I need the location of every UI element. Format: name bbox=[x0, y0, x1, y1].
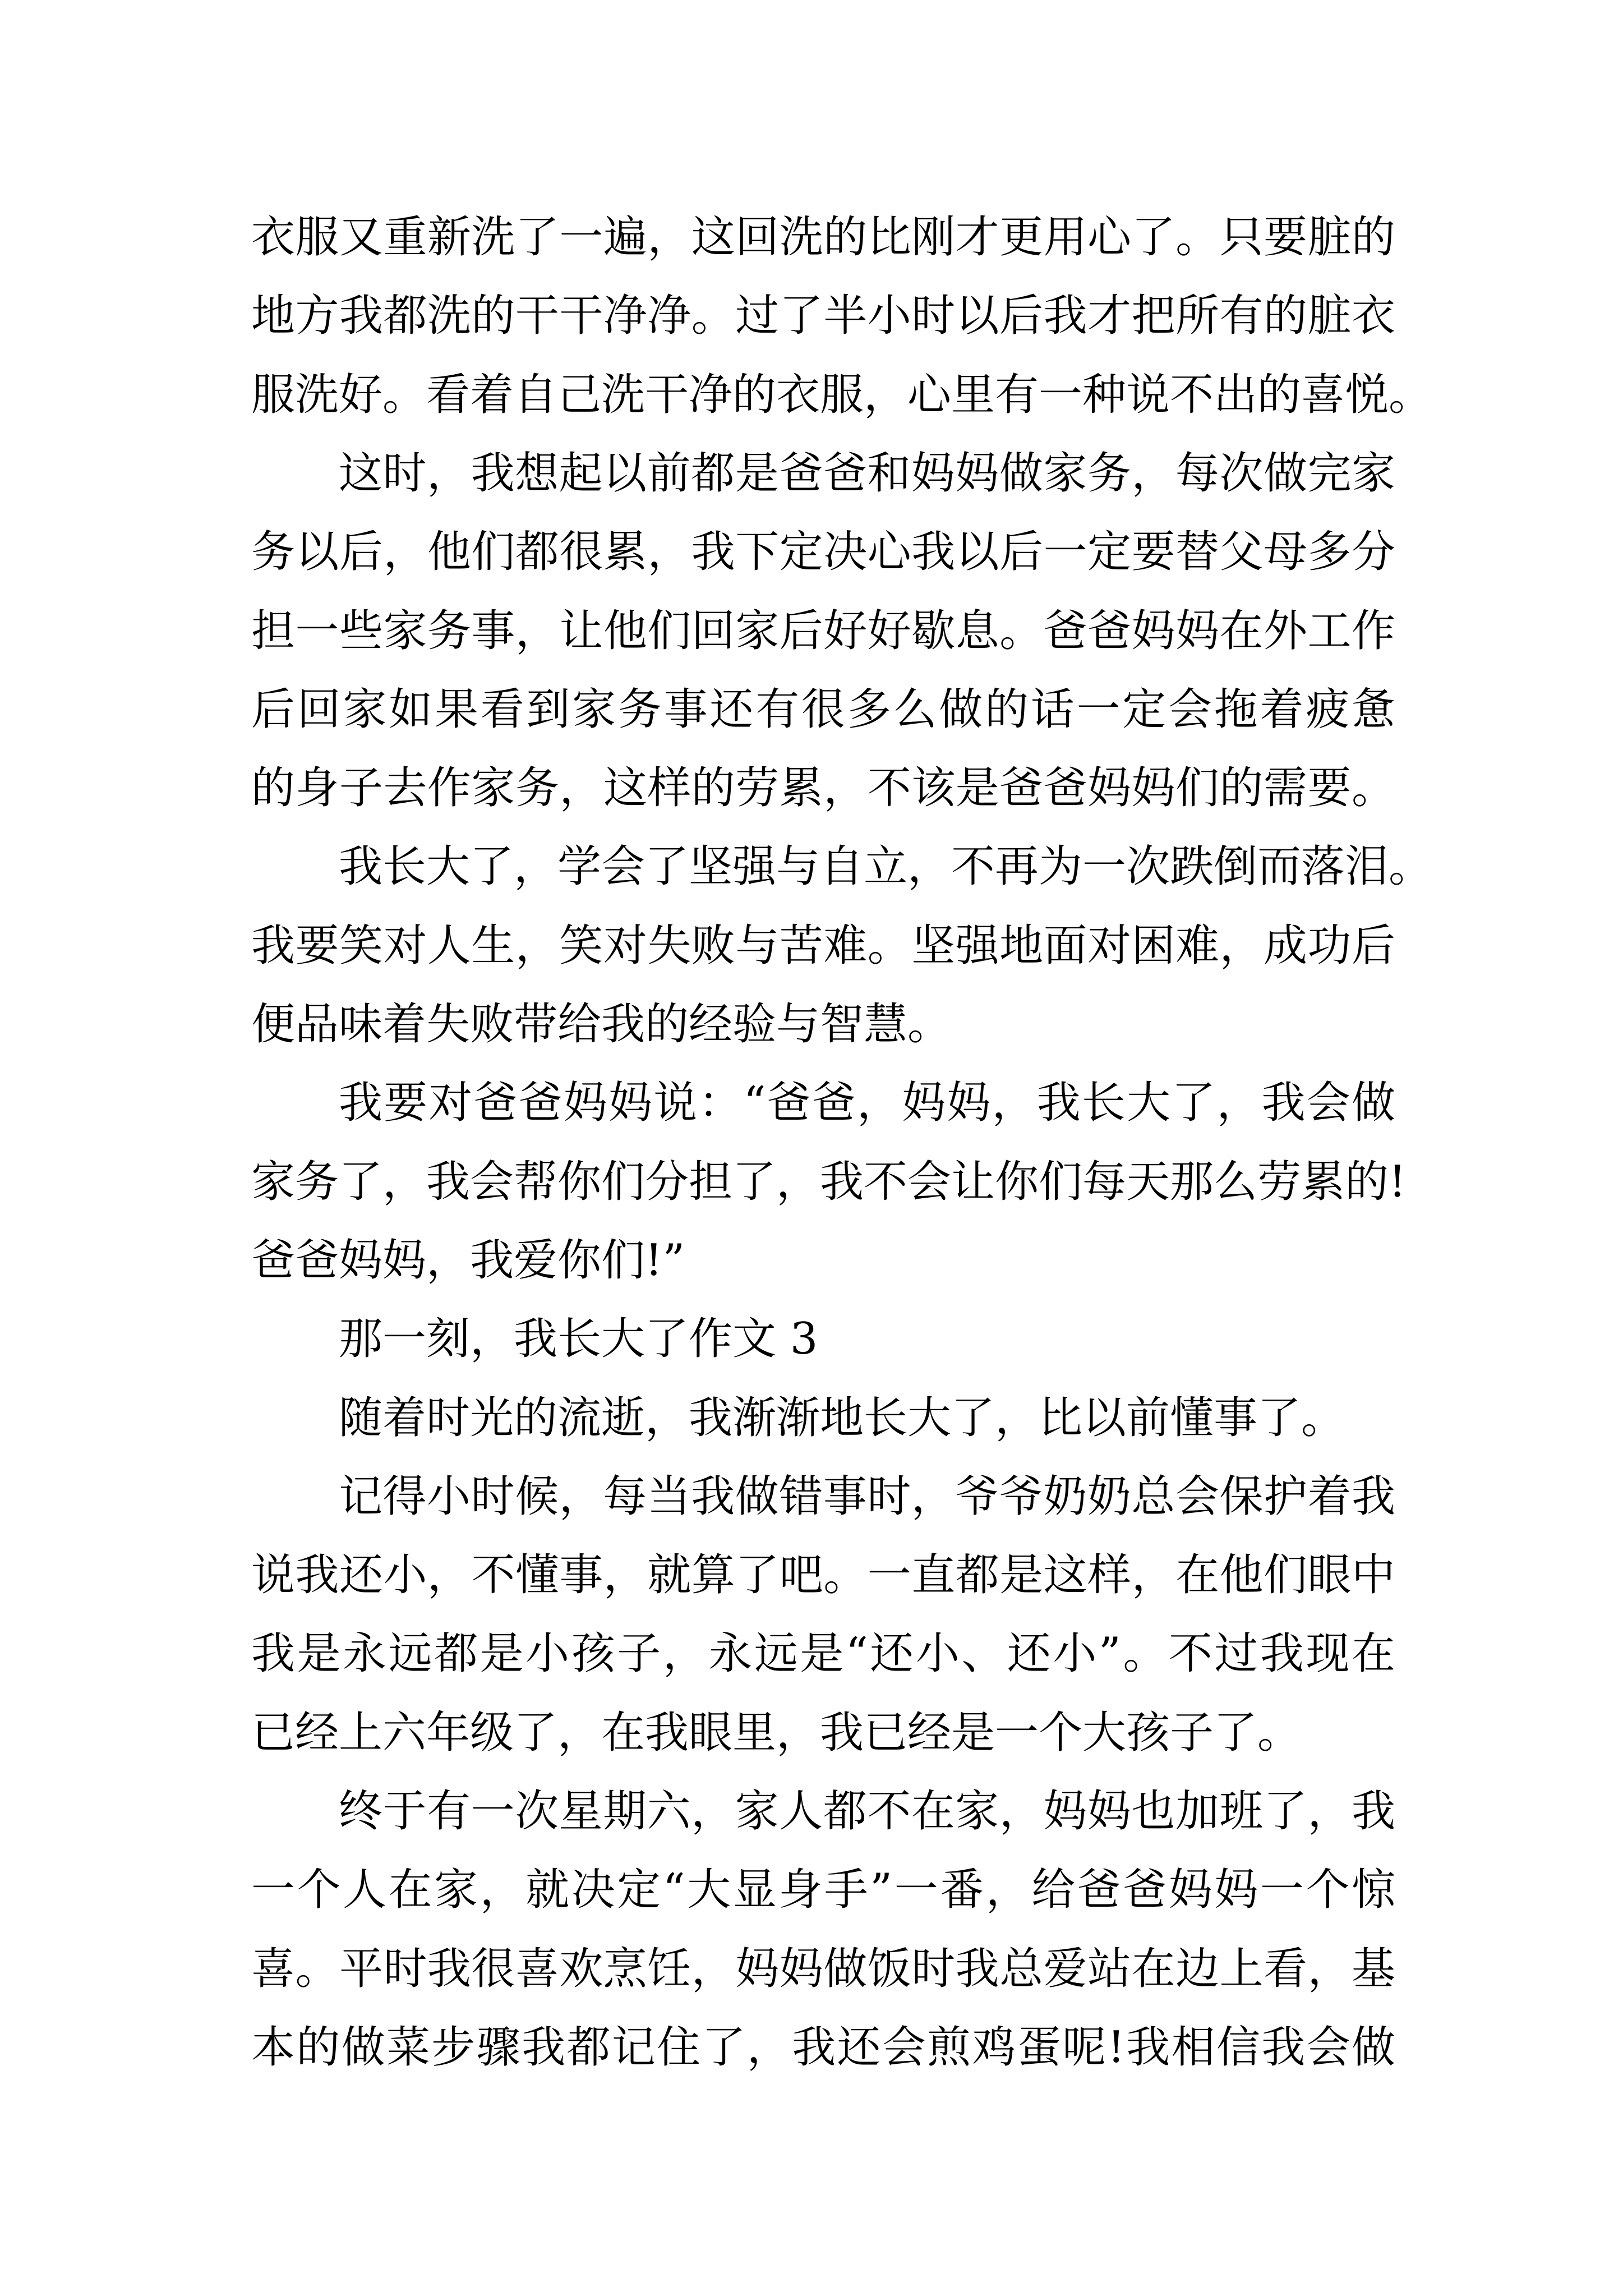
text-line: 记得小时候，每当我做错事时，爷爷奶奶总会保护着我 bbox=[339, 1471, 1395, 1522]
text-line: 爸爸妈妈，我爱你们!” bbox=[251, 1235, 685, 1286]
text-line: 我要对爸爸妈妈说：“爸爸，妈妈，我长大了，我会做 bbox=[339, 1078, 1395, 1128]
text-line: 说我还小，不懂事，就算了吧。一直都是这样，在他们眼中 bbox=[251, 1550, 1395, 1600]
text-line: 我要笑对人生，笑对失败与苦难。坚强地面对困难，成功后 bbox=[251, 921, 1395, 971]
text-line: 喜。平时我很喜欢烹饪，妈妈做饭时我总爱站在边上看，基 bbox=[251, 1944, 1395, 1994]
text-line: 这时，我想起以前都是爸爸和妈妈做家务，每次做完家 bbox=[339, 448, 1395, 499]
text-line: 务以后，他们都很累，我下定决心我以后一定要替父母多分 bbox=[251, 527, 1395, 577]
text-line: 那一刻，我长大了作文 3 bbox=[339, 1314, 818, 1364]
text-line: 我是永远都是小孩子，永远是“还小、还小”。不过我现在 bbox=[251, 1628, 1395, 1679]
text-line: 服洗好。看着自己洗干净的衣服，心里有一种说不出的喜悦。 bbox=[251, 370, 1433, 420]
text-line: 便品味着失败带给我的经验与智慧。 bbox=[251, 999, 952, 1050]
text-line: 家务了，我会帮你们分担了，我不会让你们每天那么劳累的! bbox=[251, 1157, 1407, 1207]
text-line: 已经上六年级了，在我眼里，我已经是一个大孩子了。 bbox=[251, 1708, 1302, 1758]
text-line: 地方我都洗的干干净净。过了半小时以后我才把所有的脏衣 bbox=[251, 291, 1395, 341]
text-line: 一个人在家，就决定“大显身手”一番，给爸爸妈妈一个惊 bbox=[251, 1865, 1395, 1915]
text-line: 后回家如果看到家务事还有很多么做的话一定会拖着疲惫 bbox=[251, 684, 1395, 735]
text-line: 终于有一次星期六，家人都不在家，妈妈也加班了，我 bbox=[339, 1786, 1395, 1837]
text-line: 担一些家务事，让他们回家后好好歇息。爸爸妈妈在外工作 bbox=[251, 606, 1395, 656]
text-line: 本的做菜步骤我都记住了，我还会煎鸡蛋呢!我相信我会做 bbox=[251, 2022, 1395, 2073]
text-line: 随着时光的流逝，我渐渐地长大了，比以前懂事了。 bbox=[339, 1393, 1345, 1443]
text-line: 的身子去作家务，这样的劳累，不该是爸爸妈妈们的需要。 bbox=[251, 763, 1395, 813]
text-line: 衣服又重新洗了一遍，这回洗的比刚才更用心了。只要脏的 bbox=[251, 212, 1395, 263]
text-line: 我长大了，学会了坚强与自立，不再为一次跌倒而落泪。 bbox=[339, 841, 1433, 892]
